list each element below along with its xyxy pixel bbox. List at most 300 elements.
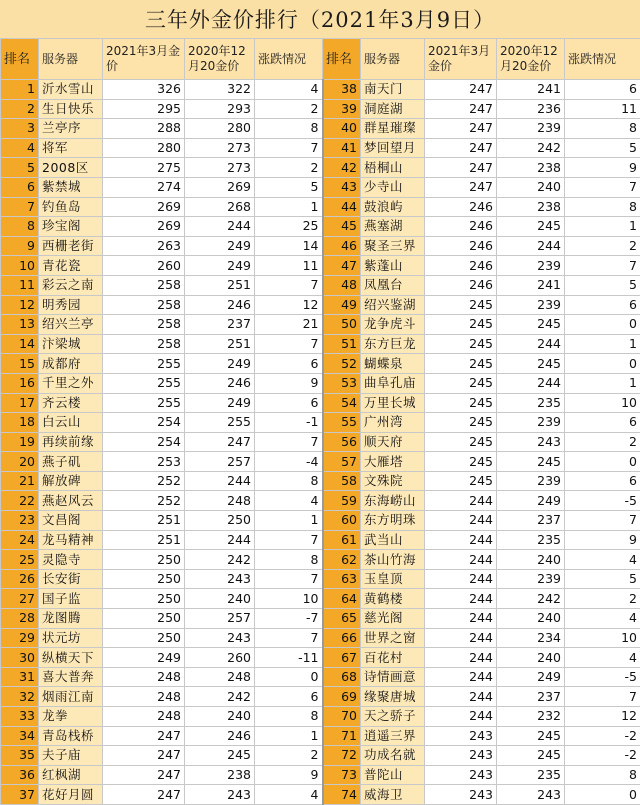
server-name-cell: 紫禁城 xyxy=(39,177,103,197)
price-2020-cell: 249 xyxy=(185,236,255,256)
price-2021-cell: 252 xyxy=(103,471,185,491)
table-row xyxy=(1,746,640,766)
change-cell: 0 xyxy=(565,785,640,805)
price-2021-cell: 250 xyxy=(103,609,185,629)
page-title: 三年外金价排行（2021年3月9日） xyxy=(0,0,640,38)
rank-cell: 11 xyxy=(1,275,39,295)
table-row xyxy=(1,275,640,295)
table-row xyxy=(1,236,640,256)
rank-cell: 20 xyxy=(1,452,39,472)
rank-cell: 67 xyxy=(323,648,361,668)
header-server: 服务器 xyxy=(361,39,425,80)
price-2020-cell: 248 xyxy=(185,491,255,511)
server-name-cell: 青岛栈桥 xyxy=(39,726,103,746)
price-2021-cell: 245 xyxy=(425,354,497,374)
rank-cell: 44 xyxy=(323,197,361,217)
price-2021-cell: 246 xyxy=(425,256,497,276)
rank-cell: 29 xyxy=(1,628,39,648)
change-cell: 5 xyxy=(255,177,323,197)
price-2020-cell: 239 xyxy=(497,569,565,589)
table-row xyxy=(1,177,640,197)
table-row xyxy=(1,119,640,139)
price-2021-cell: 280 xyxy=(103,138,185,158)
price-2021-cell: 244 xyxy=(425,609,497,629)
table-row xyxy=(1,256,640,276)
price-2020-cell: 235 xyxy=(497,765,565,785)
table-row xyxy=(1,295,640,315)
server-name-cell: 喜大普奔 xyxy=(39,667,103,687)
server-name-cell: 汴梁城 xyxy=(39,334,103,354)
price-2020-cell: 273 xyxy=(185,138,255,158)
price-2021-cell: 248 xyxy=(103,667,185,687)
rank-cell: 73 xyxy=(323,765,361,785)
rank-cell: 40 xyxy=(323,119,361,139)
server-name-cell: 威海卫 xyxy=(361,785,425,805)
price-2021-cell: 255 xyxy=(103,354,185,374)
price-2021-cell: 255 xyxy=(103,393,185,413)
table-row xyxy=(1,452,640,472)
server-name-cell: 白云山 xyxy=(39,413,103,433)
price-2020-cell: 242 xyxy=(497,138,565,158)
price-2020-cell: 280 xyxy=(185,119,255,139)
table-row xyxy=(1,687,640,707)
server-name-cell: 将军 xyxy=(39,138,103,158)
rank-cell: 43 xyxy=(323,177,361,197)
price-2020-cell: 237 xyxy=(497,511,565,531)
price-2020-cell: 247 xyxy=(185,432,255,452)
price-2021-cell: 245 xyxy=(425,373,497,393)
price-2021-cell: 245 xyxy=(425,413,497,433)
change-cell: 10 xyxy=(565,393,640,413)
price-2021-cell: 247 xyxy=(425,158,497,178)
price-2021-cell: 244 xyxy=(425,628,497,648)
price-2021-cell: 269 xyxy=(103,197,185,217)
price-2021-cell: 245 xyxy=(425,315,497,335)
price-2021-cell: 244 xyxy=(425,667,497,687)
price-2020-cell: 245 xyxy=(497,217,565,237)
price-2021-cell: 244 xyxy=(425,511,497,531)
rank-cell: 47 xyxy=(323,256,361,276)
price-2020-cell: 246 xyxy=(185,726,255,746)
change-cell: 21 xyxy=(255,315,323,335)
server-name-cell: 文殊院 xyxy=(361,471,425,491)
rank-cell: 24 xyxy=(1,530,39,550)
price-2021-cell: 254 xyxy=(103,432,185,452)
server-name-cell: 诗情画意 xyxy=(361,667,425,687)
price-2021-cell: 244 xyxy=(425,589,497,609)
table-row xyxy=(1,217,640,237)
change-cell: 7 xyxy=(565,511,640,531)
change-cell: 7 xyxy=(255,628,323,648)
price-2020-cell: 244 xyxy=(497,236,565,256)
change-cell: 4 xyxy=(255,785,323,805)
change-cell: 9 xyxy=(565,158,640,178)
price-2020-cell: 241 xyxy=(497,80,565,100)
server-name-cell: 龙图腾 xyxy=(39,609,103,629)
change-cell: -2 xyxy=(565,746,640,766)
change-cell: 11 xyxy=(255,256,323,276)
rank-cell: 46 xyxy=(323,236,361,256)
change-cell: 6 xyxy=(565,295,640,315)
price-2021-cell: 252 xyxy=(103,491,185,511)
rank-cell: 69 xyxy=(323,687,361,707)
rank-cell: 13 xyxy=(1,315,39,335)
price-2021-cell: 247 xyxy=(425,80,497,100)
rank-cell: 51 xyxy=(323,334,361,354)
server-name-cell: 武当山 xyxy=(361,530,425,550)
table-row xyxy=(1,550,640,570)
price-2021-cell: 243 xyxy=(425,765,497,785)
server-name-cell: 花好月圆 xyxy=(39,785,103,805)
table-row xyxy=(1,99,640,119)
server-name-cell: 慈光阁 xyxy=(361,609,425,629)
price-2021-cell: 249 xyxy=(103,648,185,668)
change-cell: -5 xyxy=(565,667,640,687)
rank-cell: 19 xyxy=(1,432,39,452)
rank-cell: 72 xyxy=(323,746,361,766)
server-name-cell: 兰亭序 xyxy=(39,119,103,139)
change-cell: 8 xyxy=(565,765,640,785)
price-2020-cell: 257 xyxy=(185,609,255,629)
server-name-cell: 文昌阁 xyxy=(39,511,103,531)
rank-cell: 65 xyxy=(323,609,361,629)
server-name-cell: 东方明珠 xyxy=(361,511,425,531)
rank-cell: 61 xyxy=(323,530,361,550)
server-name-cell: 普陀山 xyxy=(361,765,425,785)
table-row xyxy=(1,138,640,158)
price-2020-cell: 237 xyxy=(185,315,255,335)
price-2021-cell: 247 xyxy=(425,177,497,197)
price-2021-cell: 244 xyxy=(425,550,497,570)
server-name-cell: 2008区 xyxy=(39,158,103,178)
change-cell: 2 xyxy=(565,589,640,609)
server-name-cell: 长安街 xyxy=(39,569,103,589)
change-cell: 8 xyxy=(255,707,323,727)
change-cell: 10 xyxy=(565,628,640,648)
rank-cell: 62 xyxy=(323,550,361,570)
server-name-cell: 国子监 xyxy=(39,589,103,609)
price-2020-cell: 245 xyxy=(497,726,565,746)
price-2020-cell: 244 xyxy=(497,373,565,393)
server-name-cell: 状元坊 xyxy=(39,628,103,648)
change-cell: 12 xyxy=(565,707,640,727)
price-2020-cell: 238 xyxy=(185,765,255,785)
price-2021-cell: 253 xyxy=(103,452,185,472)
price-2020-cell: 245 xyxy=(185,746,255,766)
price-2020-cell: 268 xyxy=(185,197,255,217)
price-2020-cell: 240 xyxy=(185,589,255,609)
server-name-cell: 龙拳 xyxy=(39,707,103,727)
header-rank: 排名 xyxy=(1,39,39,80)
change-cell: 4 xyxy=(255,80,323,100)
table-row xyxy=(1,471,640,491)
change-cell: 4 xyxy=(565,648,640,668)
server-name-cell: 蝴蝶泉 xyxy=(361,354,425,374)
price-2021-cell: 258 xyxy=(103,315,185,335)
price-2021-cell: 258 xyxy=(103,334,185,354)
server-name-cell: 万里长城 xyxy=(361,393,425,413)
rank-cell: 74 xyxy=(323,785,361,805)
change-cell: 6 xyxy=(565,413,640,433)
price-2021-cell: 274 xyxy=(103,177,185,197)
price-2020-cell: 235 xyxy=(497,530,565,550)
price-2021-cell: 244 xyxy=(425,569,497,589)
header-change: 涨跌情况 xyxy=(565,39,640,80)
price-2020-cell: 251 xyxy=(185,334,255,354)
rank-cell: 1 xyxy=(1,80,39,100)
server-name-cell: 彩云之南 xyxy=(39,275,103,295)
change-cell: -11 xyxy=(255,648,323,668)
rank-cell: 55 xyxy=(323,413,361,433)
server-name-cell: 纵横天下 xyxy=(39,648,103,668)
change-cell: 6 xyxy=(255,393,323,413)
change-cell: 9 xyxy=(255,373,323,393)
price-2020-cell: 240 xyxy=(185,707,255,727)
price-2020-cell: 239 xyxy=(497,413,565,433)
rank-cell: 8 xyxy=(1,217,39,237)
price-2020-cell: 246 xyxy=(185,373,255,393)
table-row xyxy=(1,726,640,746)
server-name-cell: 鼓浪屿 xyxy=(361,197,425,217)
rank-cell: 15 xyxy=(1,354,39,374)
table-row xyxy=(1,432,640,452)
price-2021-cell: 263 xyxy=(103,236,185,256)
price-2020-cell: 249 xyxy=(497,491,565,511)
change-cell: 2 xyxy=(565,432,640,452)
table-row xyxy=(1,315,640,335)
change-cell: 6 xyxy=(565,471,640,491)
price-2020-cell: 255 xyxy=(185,413,255,433)
price-2020-cell: 244 xyxy=(185,217,255,237)
server-name-cell: 生日快乐 xyxy=(39,99,103,119)
rank-cell: 21 xyxy=(1,471,39,491)
price-2020-cell: 239 xyxy=(497,119,565,139)
rank-cell: 35 xyxy=(1,746,39,766)
server-name-cell: 聚圣三界 xyxy=(361,236,425,256)
server-name-cell: 东方巨龙 xyxy=(361,334,425,354)
header-server: 服务器 xyxy=(39,39,103,80)
rank-cell: 14 xyxy=(1,334,39,354)
price-2021-cell: 255 xyxy=(103,373,185,393)
price-2021-cell: 258 xyxy=(103,295,185,315)
server-name-cell: 玉皇顶 xyxy=(361,569,425,589)
rank-cell: 42 xyxy=(323,158,361,178)
server-name-cell: 千里之外 xyxy=(39,373,103,393)
change-cell: 6 xyxy=(255,354,323,374)
server-name-cell: 烟雨江南 xyxy=(39,687,103,707)
price-2021-cell: 247 xyxy=(103,785,185,805)
change-cell: 4 xyxy=(565,550,640,570)
price-2020-cell: 244 xyxy=(185,471,255,491)
price-2021-cell: 245 xyxy=(425,295,497,315)
change-cell: 9 xyxy=(255,765,323,785)
price-2020-cell: 243 xyxy=(185,628,255,648)
table-row xyxy=(1,158,640,178)
price-2020-cell: 322 xyxy=(185,80,255,100)
price-2021-cell: 246 xyxy=(425,217,497,237)
change-cell: 2 xyxy=(255,746,323,766)
server-name-cell: 珍宝阁 xyxy=(39,217,103,237)
price-2020-cell: 243 xyxy=(497,785,565,805)
price-2021-cell: 269 xyxy=(103,217,185,237)
price-2021-cell: 245 xyxy=(425,452,497,472)
rank-cell: 68 xyxy=(323,667,361,687)
server-name-cell: 龙争虎斗 xyxy=(361,315,425,335)
price-2020-cell: 236 xyxy=(497,99,565,119)
price-2021-cell: 243 xyxy=(425,726,497,746)
price-2021-cell: 250 xyxy=(103,550,185,570)
server-name-cell: 成都府 xyxy=(39,354,103,374)
server-name-cell: 曲阜孔庙 xyxy=(361,373,425,393)
price-2021-cell: 246 xyxy=(425,275,497,295)
rank-cell: 64 xyxy=(323,589,361,609)
server-name-cell: 燕塞湖 xyxy=(361,217,425,237)
rank-cell: 33 xyxy=(1,707,39,727)
server-name-cell: 夫子庙 xyxy=(39,746,103,766)
price-2020-cell: 240 xyxy=(497,609,565,629)
change-cell: 14 xyxy=(255,236,323,256)
table-row xyxy=(1,413,640,433)
price-2020-cell: 240 xyxy=(497,550,565,570)
table-row xyxy=(1,589,640,609)
table-row xyxy=(1,354,640,374)
rank-cell: 5 xyxy=(1,158,39,178)
rank-cell: 22 xyxy=(1,491,39,511)
table-body xyxy=(1,80,640,805)
change-cell: 2 xyxy=(255,158,323,178)
rank-cell: 4 xyxy=(1,138,39,158)
rank-cell: 34 xyxy=(1,726,39,746)
server-name-cell: 洞庭湖 xyxy=(361,99,425,119)
price-2021-cell: 250 xyxy=(103,569,185,589)
change-cell: 5 xyxy=(565,138,640,158)
price-2021-cell: 245 xyxy=(425,393,497,413)
price-2021-cell: 295 xyxy=(103,99,185,119)
rank-cell: 18 xyxy=(1,413,39,433)
gold-price-table xyxy=(0,38,640,805)
change-cell: 10 xyxy=(255,589,323,609)
server-name-cell: 青花瓷 xyxy=(39,256,103,276)
price-2020-cell: 239 xyxy=(497,256,565,276)
change-cell: -7 xyxy=(255,609,323,629)
server-name-cell: 大雁塔 xyxy=(361,452,425,472)
table-row xyxy=(1,373,640,393)
rank-cell: 25 xyxy=(1,550,39,570)
price-2021-cell: 275 xyxy=(103,158,185,178)
change-cell: 7 xyxy=(255,275,323,295)
price-2021-cell: 247 xyxy=(103,726,185,746)
change-cell: 0 xyxy=(565,354,640,374)
price-2020-cell: 243 xyxy=(185,785,255,805)
change-cell: 7 xyxy=(255,530,323,550)
price-2021-cell: 245 xyxy=(425,471,497,491)
server-name-cell: 广州湾 xyxy=(361,413,425,433)
rank-cell: 71 xyxy=(323,726,361,746)
change-cell: 12 xyxy=(255,295,323,315)
price-2020-cell: 232 xyxy=(497,707,565,727)
price-2020-cell: 249 xyxy=(185,354,255,374)
server-name-cell: 黄鹤楼 xyxy=(361,589,425,609)
server-name-cell: 钓鱼岛 xyxy=(39,197,103,217)
price-2020-cell: 235 xyxy=(497,393,565,413)
server-name-cell: 红枫湖 xyxy=(39,765,103,785)
rank-cell: 30 xyxy=(1,648,39,668)
change-cell: 11 xyxy=(565,99,640,119)
rank-cell: 32 xyxy=(1,687,39,707)
header-rank: 排名 xyxy=(323,39,361,80)
change-cell: 6 xyxy=(565,80,640,100)
server-name-cell: 凤凰台 xyxy=(361,275,425,295)
rank-cell: 3 xyxy=(1,119,39,139)
price-2020-cell: 239 xyxy=(497,295,565,315)
server-name-cell: 沂水雪山 xyxy=(39,80,103,100)
change-cell: 9 xyxy=(565,530,640,550)
price-2021-cell: 254 xyxy=(103,413,185,433)
rank-cell: 36 xyxy=(1,765,39,785)
price-2020-cell: 245 xyxy=(497,452,565,472)
price-2020-cell: 240 xyxy=(497,648,565,668)
price-2021-cell: 244 xyxy=(425,707,497,727)
rank-cell: 28 xyxy=(1,609,39,629)
price-2021-cell: 247 xyxy=(425,119,497,139)
change-cell: 1 xyxy=(565,217,640,237)
price-2021-cell: 244 xyxy=(425,648,497,668)
price-2021-cell: 288 xyxy=(103,119,185,139)
price-2020-cell: 257 xyxy=(185,452,255,472)
change-cell: 7 xyxy=(255,569,323,589)
server-name-cell: 燕子矶 xyxy=(39,452,103,472)
price-2020-cell: 242 xyxy=(185,687,255,707)
rank-cell: 6 xyxy=(1,177,39,197)
rank-cell: 57 xyxy=(323,452,361,472)
price-2021-cell: 245 xyxy=(425,334,497,354)
table-row xyxy=(1,707,640,727)
table-row xyxy=(1,569,640,589)
rank-cell: 39 xyxy=(323,99,361,119)
server-name-cell: 龙马精神 xyxy=(39,530,103,550)
change-cell: 7 xyxy=(255,138,323,158)
rank-cell: 59 xyxy=(323,491,361,511)
price-2021-cell: 251 xyxy=(103,511,185,531)
table-row xyxy=(1,393,640,413)
change-cell: 2 xyxy=(565,236,640,256)
price-2020-cell: 251 xyxy=(185,275,255,295)
price-2021-cell: 247 xyxy=(425,99,497,119)
table-row xyxy=(1,609,640,629)
change-cell: 1 xyxy=(255,197,323,217)
price-2020-cell: 273 xyxy=(185,158,255,178)
table-row xyxy=(1,80,640,100)
server-name-cell: 少寺山 xyxy=(361,177,425,197)
change-cell: 0 xyxy=(565,315,640,335)
server-name-cell: 茶山竹海 xyxy=(361,550,425,570)
price-2020-cell: 245 xyxy=(497,746,565,766)
rank-cell: 27 xyxy=(1,589,39,609)
price-2021-cell: 246 xyxy=(425,197,497,217)
price-2020-cell: 293 xyxy=(185,99,255,119)
server-name-cell: 解放碑 xyxy=(39,471,103,491)
change-cell: 1 xyxy=(255,726,323,746)
change-cell: -4 xyxy=(255,452,323,472)
rank-cell: 31 xyxy=(1,667,39,687)
rank-cell: 54 xyxy=(323,393,361,413)
price-2021-cell: 244 xyxy=(425,530,497,550)
price-2020-cell: 244 xyxy=(497,334,565,354)
price-2020-cell: 246 xyxy=(185,295,255,315)
price-2021-cell: 245 xyxy=(425,432,497,452)
rank-cell: 60 xyxy=(323,511,361,531)
price-2021-cell: 248 xyxy=(103,707,185,727)
